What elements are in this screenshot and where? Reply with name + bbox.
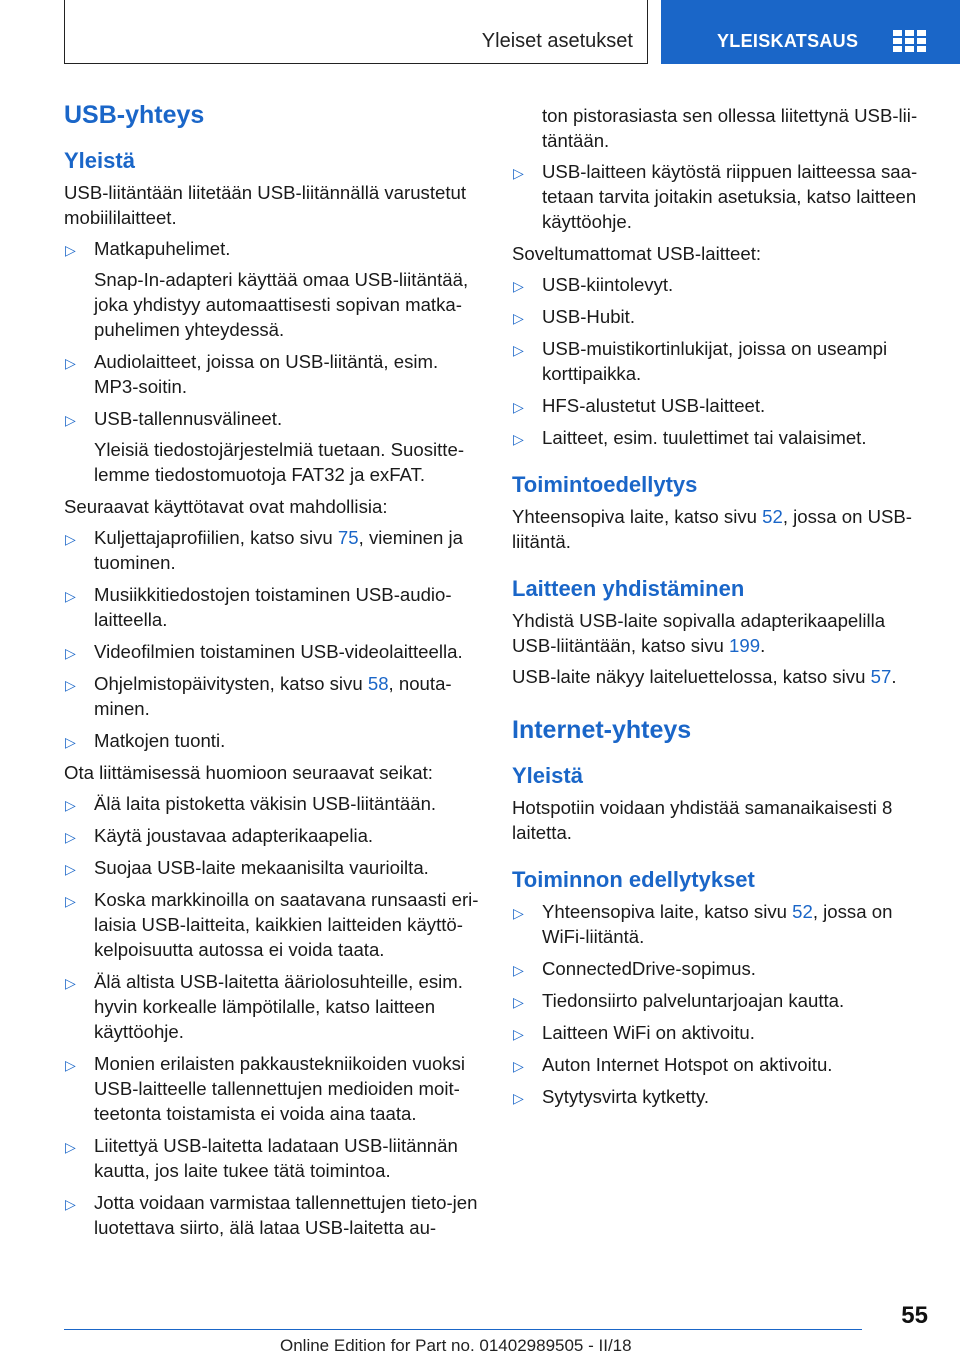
list-item [512, 988, 928, 1013]
list-item [64, 406, 480, 487]
list-item [512, 159, 928, 234]
list-item-subtext: Yleisiä tiedostojärjestelmiä tuetaan. Suositte-lemme tiedostomuotoja FAT32 ja exFAT. [94, 439, 465, 485]
page-number: 55 [901, 1302, 928, 1329]
list-item-text: Tiedonsiirto palveluntarjoajan kautta. [542, 990, 845, 1011]
list-item-subtext: Snap-In-adapteri käyttää omaa USB-liitäntää, joka yhdistyy automaattisesti sopivan matka-puhelimen yhteydessä. [94, 269, 469, 340]
page-link[interactable]: 57 [870, 666, 892, 687]
list-item [64, 349, 480, 399]
bullet-triangle-icon: ▷ [65, 734, 76, 750]
heading-internet: Internet-yhteys [512, 716, 692, 744]
tab-overview-label: YLEISKATSAUS [717, 31, 859, 51]
list-item-text: Musiikkitiedostojen toistaminen USB-audio-laitteella. [94, 584, 452, 630]
bullet-triangle-icon: ▷ [65, 1139, 76, 1155]
bullet-triangle-icon: ▷ [65, 1057, 76, 1073]
list-item-text: Liitettyä USB-laitetta ladataan USB-liitännän kautta, jos laite tukee tätä toimintoa. [94, 1135, 458, 1181]
bullet-triangle-icon: ▷ [65, 645, 76, 661]
bullet-triangle-icon: ▷ [65, 861, 76, 877]
list-item [512, 1052, 928, 1077]
bullet-triangle-icon: ▷ [513, 310, 524, 326]
list-item-text: Laitteen WiFi on aktivoitu. [542, 1022, 755, 1043]
bullet-triangle-icon: ▷ [65, 829, 76, 845]
list-item-text: Älä laita pistoketta väkisin USB-liitäntään. [94, 793, 437, 814]
list-item-text: Videofilmien toistaminen USB-videolaitteella. [94, 641, 463, 662]
list-item-text: Audiolaitteet, joissa on USB-liitäntä, esim. MP3-soitin. [94, 351, 439, 397]
bullet-triangle-icon: ▷ [65, 531, 76, 547]
list-item-text: Monien erilaisten pakkaustekniikoiden vuoksi USB-laitteelle tallennettujen medioiden moit-teetonta toistamista ei voida aina taata. [94, 1053, 466, 1124]
list-item-text: USB-laitteen käytöstä riippuen laitteessa saa-tetaan tarvita joitakin asetuksia, katso laitteen käyttöohje. [542, 161, 918, 232]
heading-usb: USB-yhteys [64, 101, 205, 129]
list-item-text: USB-tallennusvälineet. [94, 408, 283, 429]
bullet-triangle-icon: ▷ [513, 994, 524, 1010]
bullet-triangle-icon: ▷ [65, 242, 76, 258]
bullet-triangle-icon: ▷ [513, 1058, 524, 1074]
list-item-text: Jotta voidaan varmistaa tallennettujen tieto-jen luotettava siirto, älä lataa USB-laitetta au- [94, 1192, 478, 1238]
bullet-triangle-icon: ▷ [513, 1026, 524, 1042]
usage-list [64, 525, 480, 753]
bullet-triangle-icon: ▷ [65, 588, 76, 604]
list-item-text: Koska markkinoilla on saatavana runsaasti eri-laisia USB-laitteita, kaikkien laitteiden käyttö-kelpoisuutta autossa ei voida taata. [94, 889, 479, 960]
edition-text: Online Edition for Part no. 01402989505 - II/18 [280, 1336, 632, 1355]
page-link[interactable]: 75 [337, 527, 359, 548]
bullet-triangle-icon: ▷ [513, 905, 524, 921]
section-title: Yleiset asetukset [481, 30, 633, 52]
list-item-text: Älä altista USB-laitetta ääriolosuhteille, esim. hyvin korkealle lämpötilalle, katso laitteen käyttöohje. [94, 971, 463, 1042]
bullet-triangle-icon: ▷ [513, 399, 524, 415]
left-column [64, 98, 480, 1247]
list-item [512, 393, 928, 418]
list-item [64, 525, 480, 575]
usage-intro: Seuraavat käyttötavat ovat mahdollisia: [64, 496, 388, 517]
bullet-triangle-icon: ▷ [513, 962, 524, 978]
list-item-text: ConnectedDrive-sopimus. [542, 958, 756, 979]
list-item [64, 855, 480, 880]
list-item [512, 336, 928, 386]
page-link[interactable]: 52 [762, 506, 783, 527]
list-item-text: Sytytysvirta kytketty. [542, 1086, 710, 1107]
list-item [64, 1133, 480, 1183]
list-item [64, 582, 480, 632]
bullet-triangle-icon: ▷ [65, 893, 76, 909]
bullet-triangle-icon: ▷ [65, 355, 76, 371]
list-item [512, 272, 928, 297]
heading-general: Yleistä [64, 148, 135, 173]
list-item-text: Kuljettajaprofiilien, katso sivu 75, vieminen ja tuominen. [94, 527, 463, 573]
bullet-triangle-icon: ▷ [65, 677, 76, 693]
list-item [64, 639, 480, 664]
bullet-triangle-icon: ▷ [65, 797, 76, 813]
bullet-triangle-icon: ▷ [65, 412, 76, 428]
unsuitable-intro: Soveltumattomat USB-laitteet: [512, 243, 762, 264]
page-link[interactable]: 58 [367, 673, 389, 694]
grid-icon [893, 30, 927, 52]
page-link[interactable]: 52 [792, 901, 813, 922]
list-item [512, 304, 928, 329]
tab-overview[interactable] [661, 0, 960, 64]
header-section [64, 0, 648, 64]
notes-list [64, 791, 480, 1240]
bullet-triangle-icon: ▷ [513, 165, 524, 181]
heading-general-internet: Yleistä [512, 763, 583, 788]
list-item [64, 791, 480, 816]
list-item [64, 823, 480, 848]
bullet-triangle-icon: ▷ [513, 1090, 524, 1106]
continued-text: ton pistorasiasta sen ollessa liitettynä USB-lii-täntään. [542, 105, 918, 151]
list-item [64, 1051, 480, 1126]
list-item-text: Suojaa USB-laite mekaanisilta vaurioilta. [94, 857, 429, 878]
prerequisite-list [512, 899, 928, 1109]
list-item-text: Ohjelmistopäivitysten, katso sivu 58, nouta-minen. [94, 673, 452, 719]
list-item [64, 671, 480, 721]
list-item [512, 425, 928, 450]
list-item [512, 1084, 928, 1109]
hotspot-text: Hotspotiin voidaan yhdistää samanaikaisesti 8 laitetta. [512, 797, 893, 843]
list-item-text: USB-muistikortinlukijat, joissa on useampi korttipaikka. [542, 338, 888, 384]
list-item [64, 887, 480, 962]
list-item [512, 899, 928, 949]
bullet-triangle-icon: ▷ [65, 1196, 76, 1212]
intro-text: USB-liitäntään liitetään USB-liitännällä varustetut mobiililaitteet. [64, 182, 467, 228]
list-item-text: Matkojen tuonti. [94, 730, 226, 751]
list-item-text: Auton Internet Hotspot on aktivoitu. [542, 1054, 833, 1075]
list-item [512, 1020, 928, 1045]
heading-prerequisites: Toiminnon edellytykset [512, 867, 755, 892]
list-item [64, 728, 480, 753]
list-item-text: Matkapuhelimet. [94, 238, 231, 259]
bullet-triangle-icon: ▷ [65, 975, 76, 991]
list-item-text: USB-Hubit. [542, 306, 635, 327]
notes-intro: Ota liittämisessä huomioon seuraavat seikat: [64, 762, 433, 783]
heading-connect: Laitteen yhdistäminen [512, 576, 745, 601]
page-link[interactable]: 199 [729, 635, 761, 656]
list-item-text: Yhteensopiva laite, katso sivu 52, jossa on WiFi-liitäntä. [542, 901, 893, 947]
connect-text-2: USB-laite näkyy laiteluettelossa, katso sivu 57. [512, 666, 897, 687]
list-item-text: Käytä joustavaa adapterikaapelia. [94, 825, 374, 846]
footer-divider [64, 1329, 862, 1330]
continued-list [512, 159, 928, 234]
list-item [64, 969, 480, 1044]
list-item-text: Laitteet, esim. tuulettimet tai valaisimet. [542, 427, 867, 448]
list-item [64, 1190, 480, 1240]
requirement-text: Yhteensopiva laite, katso sivu 52, jossa on USB-liitäntä. [512, 506, 913, 552]
unsuitable-list [512, 272, 928, 450]
bullet-triangle-icon: ▷ [513, 278, 524, 294]
device-list [64, 236, 480, 487]
right-column [512, 103, 928, 1116]
heading-requirement: Toimintoedellytys [512, 472, 698, 497]
connect-text-1: Yhdistä USB-laite sopivalla adapterikaapelilla USB-liitäntään, katso sivu 199. [512, 610, 886, 656]
bullet-triangle-icon: ▷ [513, 342, 524, 358]
list-item [64, 236, 480, 342]
list-item-text: USB-kiintolevyt. [542, 274, 674, 295]
list-item-text: HFS-alustetut USB-laitteet. [542, 395, 766, 416]
list-item [512, 956, 928, 981]
bullet-triangle-icon: ▷ [513, 431, 524, 447]
